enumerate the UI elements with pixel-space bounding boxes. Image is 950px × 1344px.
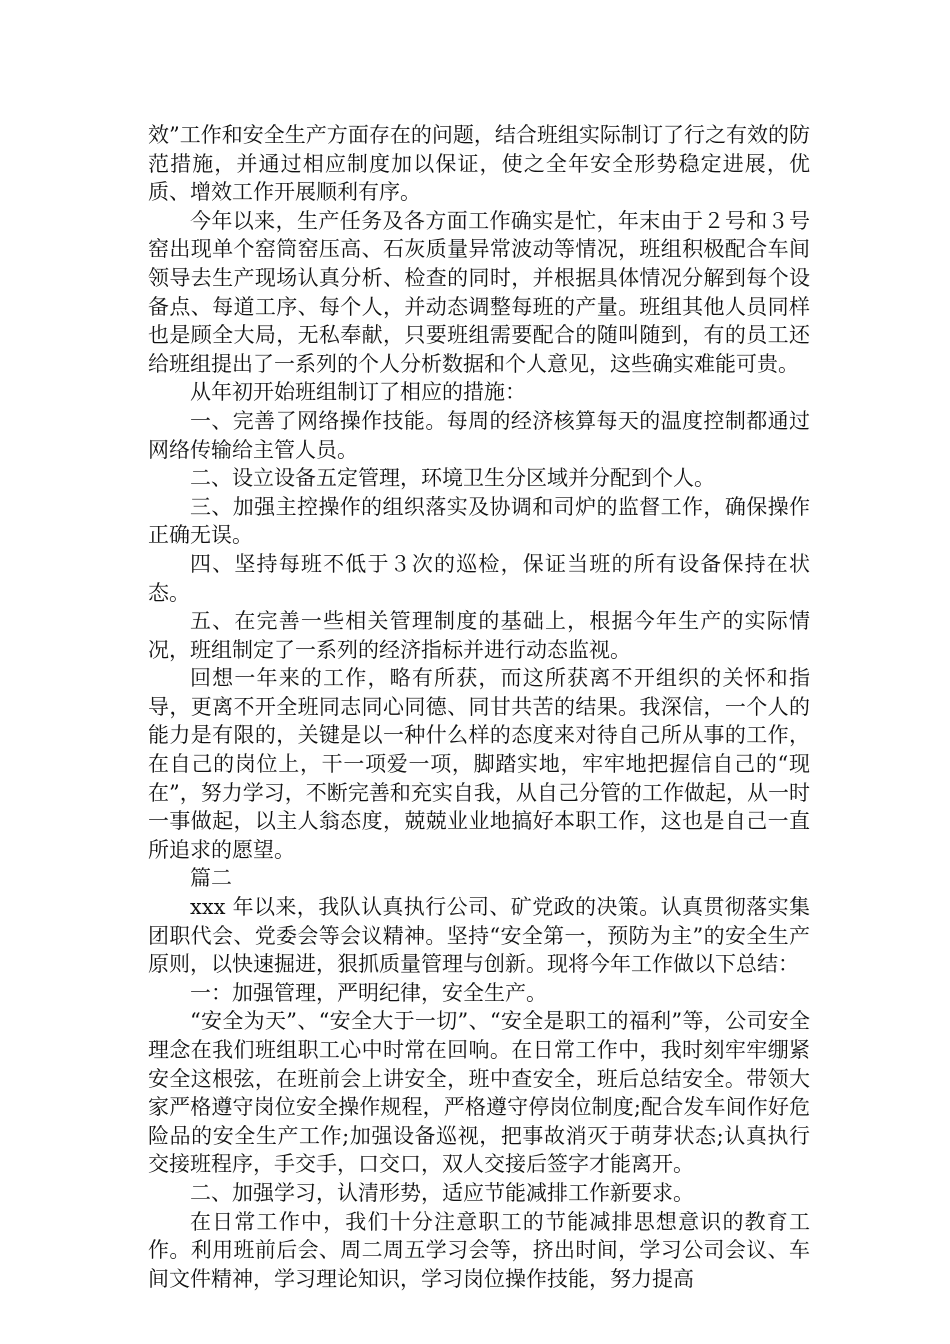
paragraph: 回想一年来的工作，略有所获，而这所获离不开组织的关怀和指导，更离不开全班同志同心同德、同甘共苦的结果。我深信，一个人的能力是有限的，关键是以一种什么样的态度来对待自己所从事的工作，在自己的岗位上，干一项爱一项，脚踏实地，牢牢地把握信自己的“现在”，努力学习，不断完善和充实自我，从自己分管的工作做起，从一时一事做起，以主人翁态度，兢兢业业地搞好本职工作，这也是自己一直所追求的愿望。 (148, 666, 810, 862)
document-page (148, 121, 810, 1293)
list-item: 五、在完善一些相关管理制度的基础上，根据今年生产的实际情况，班组制定了一系列的经济指标并进行动态监视。 (148, 609, 810, 662)
subheading: 二、加强学习，认清形势，适应节能减排工作新要求。 (190, 1180, 694, 1205)
paragraph: 从年初开始班组制订了相应的措施： (190, 380, 526, 405)
list-item: 一、完善了网络操作技能。每周的经济核算每天的温度控制都通过网络传输给主管人员。 (148, 408, 810, 462)
paragraph: 在日常工作中，我们十分注意职工的节能减排思想意识的教育工作。利用班前后会、周二周五学习会等，挤出时间，学习公司会议、车间文件精神，学习理论知识，学习岗位操作技能，努力提高 (148, 1209, 810, 1291)
list-item: 二、设立设备五定管理，环境卫生分区域并分配到个人。 (190, 466, 715, 491)
paragraph: 今年以来，生产任务及各方面工作确实是忙，年末由于２号和３号窑出现单个窑筒窑压高、石灰质量异常波动等情况，班组积极配合车间领导去生产现场认真分析、检查的同时，并根据具体情况分解到每个设备点、每道工序、每个人，并动态调整每班的产量。班组其他人员同样也是顾全大局，无私奉献，只要班组需要配合的随叫随到，有的员工还给班组提出了一系列的个人分析数据和个人意见，这些确实难能可贵。 (148, 208, 810, 376)
list-item: 三、加强主控操作的组织落实及协调和司炉的监督工作，确保操作正确无误。 (148, 494, 810, 548)
paragraph: xxx 年以来，我队认真执行公司、矿党政的决策。认真贯彻落实集团职代会、党委会等会议精神。坚持“安全第一，预防为主”的安全生产原则，以快速掘进，狠抓质量管理与创新。现将今年工作做以下总结： (148, 895, 810, 977)
section-heading: 篇二 (190, 866, 232, 891)
paragraph: 效”工作和安全生产方面存在的问题，结合班组实际制订了行之有效的防范措施，并通过相应制度加以保证，使之全年安全形势稳定进展，优质、增效工作开展顺利有序。 (148, 123, 810, 205)
list-item: 四、坚持每班不低于３次的巡检，保证当班的所有设备保持在状态。 (148, 551, 810, 605)
paragraph: “安全为天”、“安全大于一切”、“安全是职工的福利”等，公司安全理念在我们班组职工心中时常在回响。在日常工作中，我时刻牢牢绷紧安全这根弦，在班前会上讲安全，班中查安全，班后总结安全。带领大家严格遵守岗位安全操作规程，严格遵守停岗位制度;配合发车间作好危险品的安全生产工作;加强设备巡视，把事故消灭于萌芽状态;认真执行交接班程序，手交手，口交口，双人交接后签字才能离开。 (148, 1009, 810, 1177)
subheading: 一：加强管理，严明纪律，安全生产。 (190, 980, 547, 1005)
